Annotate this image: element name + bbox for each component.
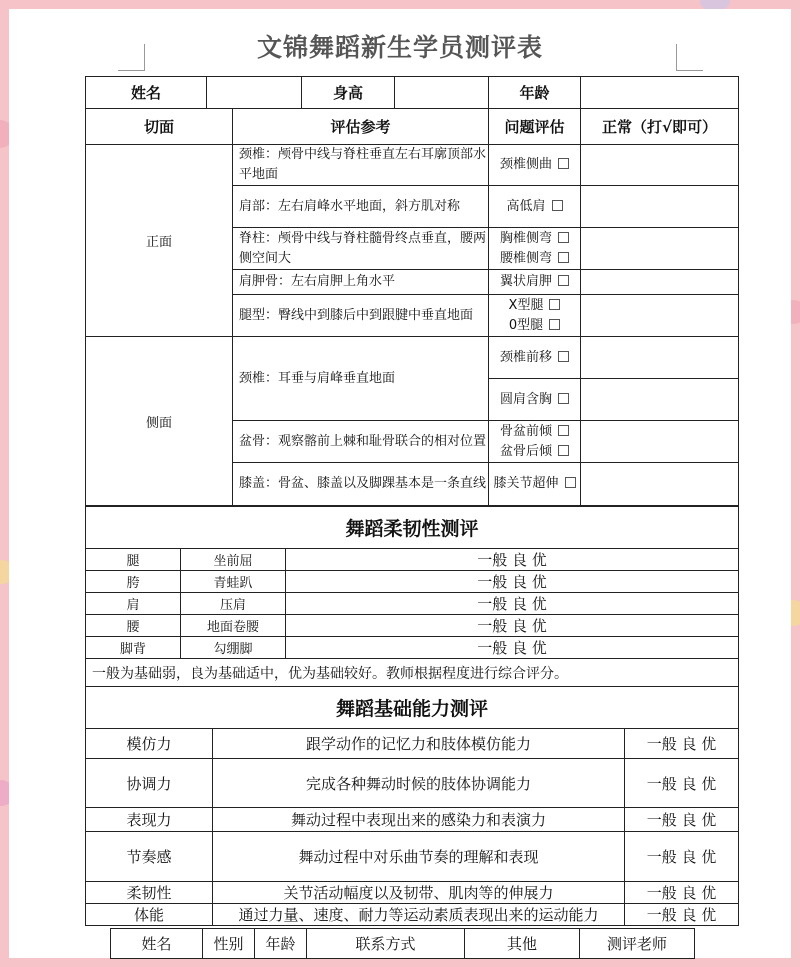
checkbox[interactable] — [549, 299, 560, 310]
footer-other: 其他 — [465, 929, 580, 959]
header-normal: 正常（打√即可） — [581, 109, 739, 145]
flex-test: 青蛙趴 — [181, 571, 286, 593]
ability-desc: 关节活动幅度以及韧带、肌肉等的伸展力 — [213, 882, 625, 904]
name-label: 姓名 — [86, 77, 207, 109]
checkbox[interactable] — [558, 425, 569, 436]
height-label: 身高 — [302, 77, 395, 109]
header-plane: 切面 — [86, 109, 233, 145]
flex-rating[interactable]: 一般 良 优 — [286, 549, 739, 571]
header-reference: 评估参考 — [233, 109, 489, 145]
flexibility-table — [85, 506, 739, 687]
normal-check-cell[interactable] — [581, 379, 739, 421]
normal-check-cell[interactable] — [581, 186, 739, 228]
ability-desc: 跟学动作的记忆力和肢体模仿能力 — [213, 729, 625, 759]
ability-name: 表现力 — [86, 808, 213, 832]
ability-rating[interactable]: 一般 良 优 — [625, 882, 739, 904]
flex-part: 腰 — [86, 615, 181, 637]
problem-item[interactable]: 翼状肩胛 — [489, 270, 581, 295]
ability-name: 模仿力 — [86, 729, 213, 759]
footer-table — [110, 928, 695, 959]
normal-check-cell[interactable] — [581, 270, 739, 295]
normal-check-cell[interactable] — [581, 421, 739, 463]
flex-part: 脚背 — [86, 637, 181, 659]
problem-item[interactable]: 颈椎前移 — [489, 337, 581, 379]
footer-age: 年龄 — [255, 929, 307, 959]
problem-item[interactable]: 胸椎侧弯 腰椎侧弯 — [489, 228, 581, 270]
ability-desc: 舞动过程中对乐曲节奏的理解和表现 — [213, 832, 625, 882]
problem-item[interactable]: 颈椎侧曲 — [489, 145, 581, 186]
ability-rating[interactable]: 一般 良 优 — [625, 729, 739, 759]
flex-part: 腿 — [86, 549, 181, 571]
front-ref-legs: 腿型：臀线中到膝后中到跟腱中垂直地面 — [233, 295, 489, 337]
ability-name: 柔韧性 — [86, 882, 213, 904]
ability-desc: 完成各种舞动时候的肢体协调能力 — [213, 759, 625, 808]
problem-item[interactable]: X型腿 0型腿 — [489, 295, 581, 337]
ability-rating[interactable]: 一般 良 优 — [625, 759, 739, 808]
checkbox[interactable] — [558, 351, 569, 362]
flexibility-section-title: 舞蹈柔韧性测评 — [86, 507, 739, 549]
problem-item[interactable]: 高低肩 — [489, 186, 581, 228]
height-field[interactable] — [395, 77, 489, 109]
flex-test: 压肩 — [181, 593, 286, 615]
front-ref-shoulder: 肩部：左右肩峰水平地面，斜方肌对称 — [233, 186, 489, 228]
front-ref-scapula: 肩胛骨：左右肩胛上角水平 — [233, 270, 489, 295]
checkbox[interactable] — [565, 477, 576, 488]
age-label: 年龄 — [489, 77, 581, 109]
footer-teacher: 测评老师 — [580, 929, 695, 959]
checkbox[interactable] — [558, 393, 569, 404]
flex-part: 胯 — [86, 571, 181, 593]
checkbox[interactable] — [558, 252, 569, 263]
plane-side-label: 侧面 — [86, 337, 233, 506]
normal-check-cell[interactable] — [581, 228, 739, 270]
age-field[interactable] — [581, 77, 739, 109]
ability-name: 协调力 — [86, 759, 213, 808]
ability-rating[interactable]: 一般 良 优 — [625, 808, 739, 832]
flex-rating[interactable]: 一般 良 优 — [286, 593, 739, 615]
ability-name: 节奏感 — [86, 832, 213, 882]
checkbox[interactable] — [558, 232, 569, 243]
normal-check-cell[interactable] — [581, 463, 739, 506]
footer-name: 姓名 — [111, 929, 203, 959]
ability-desc: 通过力量、速度、耐力等运动素质表现出来的运动能力 — [213, 904, 625, 926]
normal-check-cell[interactable] — [581, 337, 739, 379]
footer-gender: 性别 — [203, 929, 255, 959]
front-ref-neck: 颈椎：颅骨中线与脊柱垂直左右耳廓顶部水平地面 — [233, 145, 489, 186]
side-ref-knee: 膝盖：骨盆、膝盖以及脚踝基本是一条直线 — [233, 463, 489, 506]
ability-name: 体能 — [86, 904, 213, 926]
plane-front-label: 正面 — [86, 145, 233, 337]
header-problem: 问题评估 — [489, 109, 581, 145]
normal-check-cell[interactable] — [581, 295, 739, 337]
checkbox[interactable] — [552, 200, 563, 211]
normal-check-cell[interactable] — [581, 145, 739, 186]
problem-item[interactable]: 骨盆前倾 盆骨后倾 — [489, 421, 581, 463]
page-title: 文锦舞蹈新生学员测评表 — [256, 33, 543, 62]
flex-rating[interactable]: 一般 良 优 — [286, 637, 739, 659]
ability-section-title: 舞蹈基础能力测评 — [86, 687, 739, 729]
flex-test: 坐前屈 — [181, 549, 286, 571]
flex-test: 勾绷脚 — [181, 637, 286, 659]
checkbox[interactable] — [558, 275, 569, 286]
posture-assessment-table — [85, 76, 739, 506]
flexibility-note: 一般为基础弱，良为基础适中，优为基础较好。教师根据程度进行综合评分。 — [86, 659, 739, 687]
problem-item[interactable]: 膝关节超伸 — [489, 463, 581, 506]
side-ref-pelvis: 盆骨：观察髂前上棘和耻骨联合的相对位置 — [233, 421, 489, 463]
flex-test: 地面卷腰 — [181, 615, 286, 637]
problem-item[interactable]: 圆肩含胸 — [489, 379, 581, 421]
front-ref-spine: 脊柱：颅骨中线与脊柱髓骨终点垂直，腰两侧空间大 — [233, 228, 489, 270]
checkbox[interactable] — [549, 319, 560, 330]
checkbox[interactable] — [558, 158, 569, 169]
flex-part: 肩 — [86, 593, 181, 615]
ability-rating[interactable]: 一般 良 优 — [625, 904, 739, 926]
name-field[interactable] — [207, 77, 302, 109]
side-ref-neck: 颈椎：耳垂与肩峰垂直地面 — [233, 337, 489, 421]
ability-desc: 舞动过程中表现出来的感染力和表演力 — [213, 808, 625, 832]
flex-rating[interactable]: 一般 良 优 — [286, 615, 739, 637]
flex-rating[interactable]: 一般 良 优 — [286, 571, 739, 593]
ability-rating[interactable]: 一般 良 优 — [625, 832, 739, 882]
checkbox[interactable] — [558, 445, 569, 456]
ability-table — [85, 686, 739, 926]
footer-contact: 联系方式 — [307, 929, 465, 959]
